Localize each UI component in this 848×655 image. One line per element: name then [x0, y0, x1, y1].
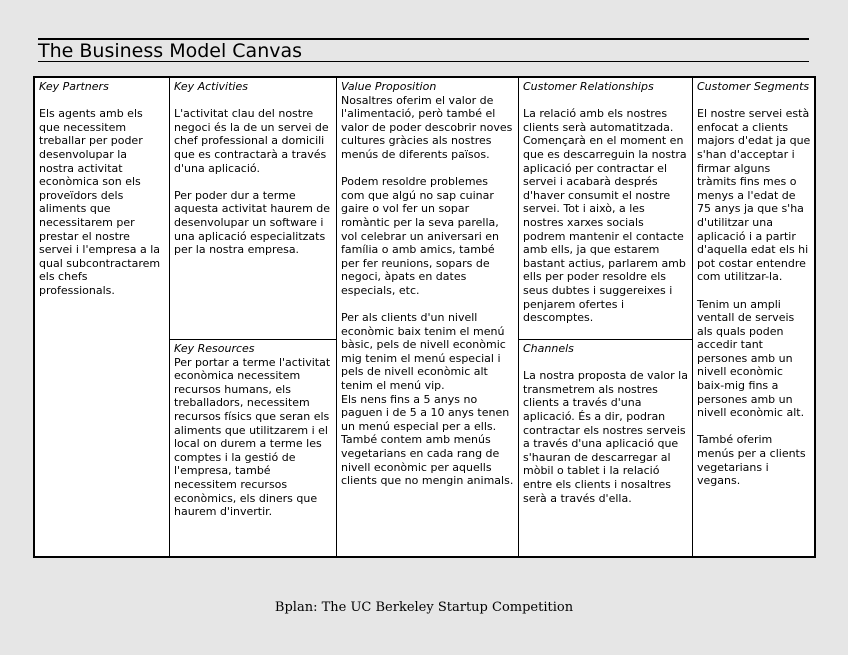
section-paragraph: Els agents amb els que necessitem treballar per poder desenvolupar la nostra activitat econòmica son els proveïdors dels aliments que necessitarem per prestar el nostre servei i l'empresa a la qual subcontractarem els chefs professionals.	[39, 107, 161, 297]
section-paragraph: Podem resoldre problemes com que algú no sap cuinar gaire o vol fer un sopar romàntic per la seva parella, vol celebrar un aniversari en família o amb amics, també per fer reunions, sopars de negoci, àpats en dates especials, etc.	[341, 175, 499, 297]
value-proposition-heading: Value Proposition	[341, 80, 437, 93]
key-partners-heading: Key Partners	[39, 80, 109, 93]
channels-heading: Channels	[523, 342, 574, 355]
value-proposition-body	[341, 94, 514, 488]
key-activities-body	[174, 107, 332, 257]
key-resources-cell	[169, 339, 336, 556]
value-proposition-cell	[336, 78, 518, 556]
section-paragraph: També oferim menús per a clients vegetarians i vegans.	[697, 433, 806, 488]
footer-credit: Bplan: The UC Berkeley Startup Competition	[274, 600, 574, 615]
section-paragraph: Nosaltres oferim el valor de l'alimentació, però també el valor de poder descobrir noves cultures gràcies als nostres menús de diferents països.	[341, 93, 513, 161]
customer-segments-body	[697, 107, 812, 488]
customer-relationships-cell	[518, 78, 692, 339]
key-partners-body	[39, 107, 165, 297]
section-paragraph: Per als clients d'un nivell econòmic baix tenim el menú bàsic, pels de nivell econòmic mig tenim el menú especial i pels de nivell econòmic alt tenim el menú vip.	[341, 311, 506, 393]
customer-segments-cell	[692, 78, 816, 556]
section-paragraph: També contem amb menús vegetarians en cada rang de nivell econòmic per aquells clients que no mengin animals.	[341, 433, 514, 488]
section-paragraph: Per portar a terme l'activitat econòmica necessitem recursos humans, els treballadors, necessitem recursos físics que seran els aliments que utilitzarem i el local on durem a terme les comptes i la gestió de l'empresa, també necessitem recursos econòmics, els diners que haurem d'invertir.	[174, 355, 331, 519]
section-paragraph: Els nens fins a 5 anys no paguen i de 5 a 10 anys tenen un menú especial per a ells.	[341, 392, 510, 433]
channels-body	[523, 369, 688, 505]
channels-cell	[518, 339, 692, 556]
section-paragraph: El nostre servei està enfocat a clients majors d'edat ja que s'han d'acceptar i firmar alguns tràmits fins mes o menys a l'edat de 75 anys ja que s'ha d'utilitzar una aplicació i a partir d'aquella edat els hi pot costar entendre com utilitzar-la.	[697, 107, 811, 284]
customer-segments-heading: Customer Segments	[697, 80, 810, 93]
section-paragraph: Tenim un ampli ventall de serveis als quals poden accedir tant persones amb un nivell econòmic baix-mig fins a persones amb un nivell econòmic alt.	[697, 297, 805, 420]
key-resources-body	[174, 356, 332, 519]
key-activities-heading: Key Activities	[174, 80, 248, 93]
key-partners-cell	[35, 78, 169, 556]
customer-relationships-body	[523, 107, 688, 325]
section-paragraph: La relació amb els nostres clients serà automatitzada. Començarà en el moment en que es descarreguin la nostra aplicació per contractar el servei i acabarà després d'haver consumit el nostre servei. Tot i això, a les nostres xarxes socials podrem mantenir el contacte amb ells, ja que estarem bastant actius, parlarem amb ells per poder resoldre els seus dubtes i suggereixes i penjarem ofertes i descomptes.	[523, 107, 687, 325]
page-title: The Business Model Canvas	[38, 38, 809, 62]
key-resources-heading: Key Resources	[174, 342, 255, 355]
section-paragraph: L'activitat clau del nostre negoci és la de un servei de chef professional a domicili que es contractarà a través d'una aplicació.	[174, 107, 329, 175]
section-paragraph: La nostra proposta de valor la transmetrem als nostres clients a través d'una aplicació. És a dir, podran contractar els nostres serveis a través d'una aplicació que s'hauran de descarregar al mòbil o tablet i la relació entre els clients i nosaltres serà a través d'ella.	[523, 369, 688, 505]
business-model-canvas	[33, 76, 816, 558]
section-paragraph: Per poder dur a terme aquesta activitat haurem de desenvolupar un software i una aplicació especialitzats per la nostra empresa.	[174, 188, 331, 257]
customer-relationships-heading: Customer Relationships	[523, 80, 654, 93]
key-activities-cell	[169, 78, 336, 339]
